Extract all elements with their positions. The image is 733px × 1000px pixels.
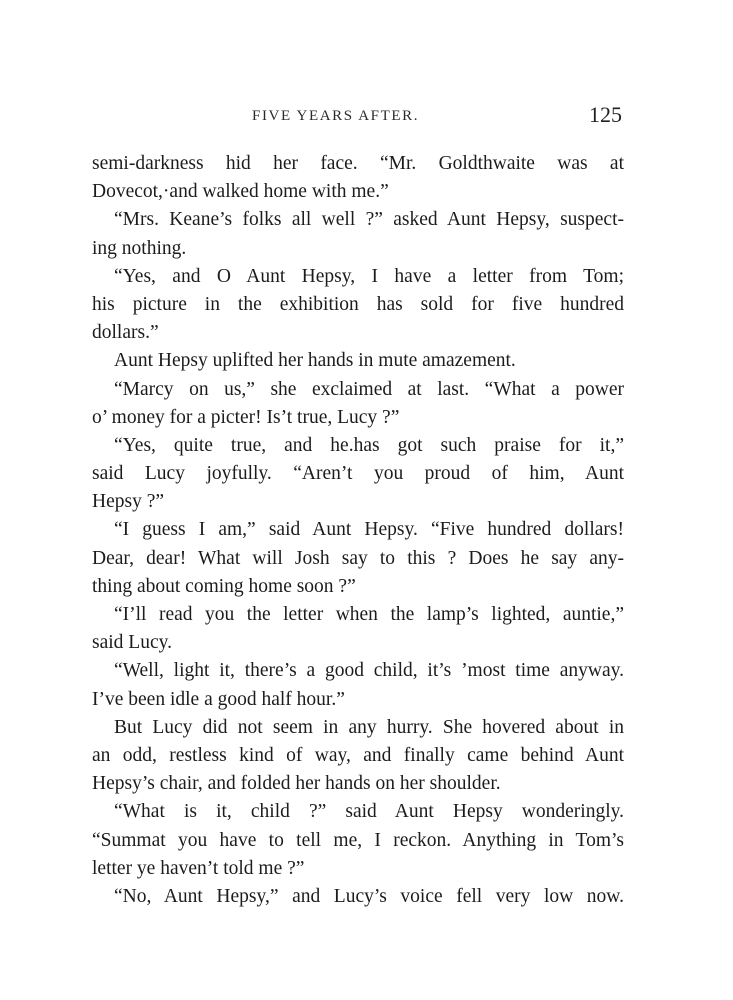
- text-line: Hepsy’s chair, and folded her hands on her shoulder.: [92, 773, 501, 795]
- text-line: “Well, light it, there’s a good child, it’s ’most time anyway.: [114, 660, 624, 682]
- text-line: thing about coming home soon ?”: [92, 575, 356, 597]
- text-line: Dear, dear! What will Josh say to this ? Does he say any-: [92, 547, 624, 569]
- body-text: [92, 150, 624, 911]
- text-line: “No, Aunt Hepsy,” and Lucy’s voice fell very low now.: [114, 885, 624, 907]
- text-line: semi-darkness hid her face. “Mr. Goldthwaite was at: [92, 153, 624, 174]
- text-line: “I guess I am,” said Aunt Hepsy. “Five hundred dollars!: [114, 519, 624, 541]
- text-line: said Lucy.: [92, 632, 172, 654]
- text-line: an odd, restless kind of way, and finally came behind Aunt: [92, 744, 624, 766]
- text-line: “Yes, quite true, and he.has got such praise for it,”: [114, 434, 624, 456]
- page-header: [92, 102, 632, 130]
- text-line: o’ money for a picter! Is’t true, Lucy ?”: [92, 406, 400, 428]
- text-line: “What is it, child ?” said Aunt Hepsy wonderingly.: [114, 801, 624, 823]
- running-head: FIVE YEARS AFTER.: [252, 108, 420, 124]
- page-number: 125: [589, 102, 622, 127]
- text-line: Dovecot,·and walked home with me.”: [92, 181, 389, 203]
- text-line: Hepsy ?”: [92, 491, 165, 513]
- text-line: I’ve been idle a good half hour.”: [92, 688, 345, 710]
- text-line: dollars.”: [92, 322, 159, 344]
- text-line: “Marcy on us,” she exclaimed at last. “What a power: [114, 378, 624, 400]
- text-line: his picture in the exhibition has sold for five hundred: [92, 293, 624, 315]
- text-line: “Mrs. Keane’s folks all well ?” asked Aunt Hepsy, suspect-: [114, 209, 624, 231]
- text-line: letter ye haven’t told me ?”: [92, 857, 305, 879]
- text-line: Aunt Hepsy uplifted her hands in mute amazement.: [114, 350, 516, 372]
- text-line: said Lucy joyfully. “Aren’t you proud of him, Aunt: [92, 463, 624, 485]
- text-line: ing nothing.: [92, 237, 187, 259]
- text-line: “Yes, and O Aunt Hepsy, I have a letter from Tom;: [114, 265, 624, 287]
- text-line: “I’ll read you the letter when the lamp’s lighted, auntie,”: [114, 604, 624, 625]
- text-line: “Summat you have to tell me, I reckon. Anything in Tom’s: [92, 829, 624, 851]
- text-line: But Lucy did not seem in any hurry. She hovered about in: [114, 716, 624, 738]
